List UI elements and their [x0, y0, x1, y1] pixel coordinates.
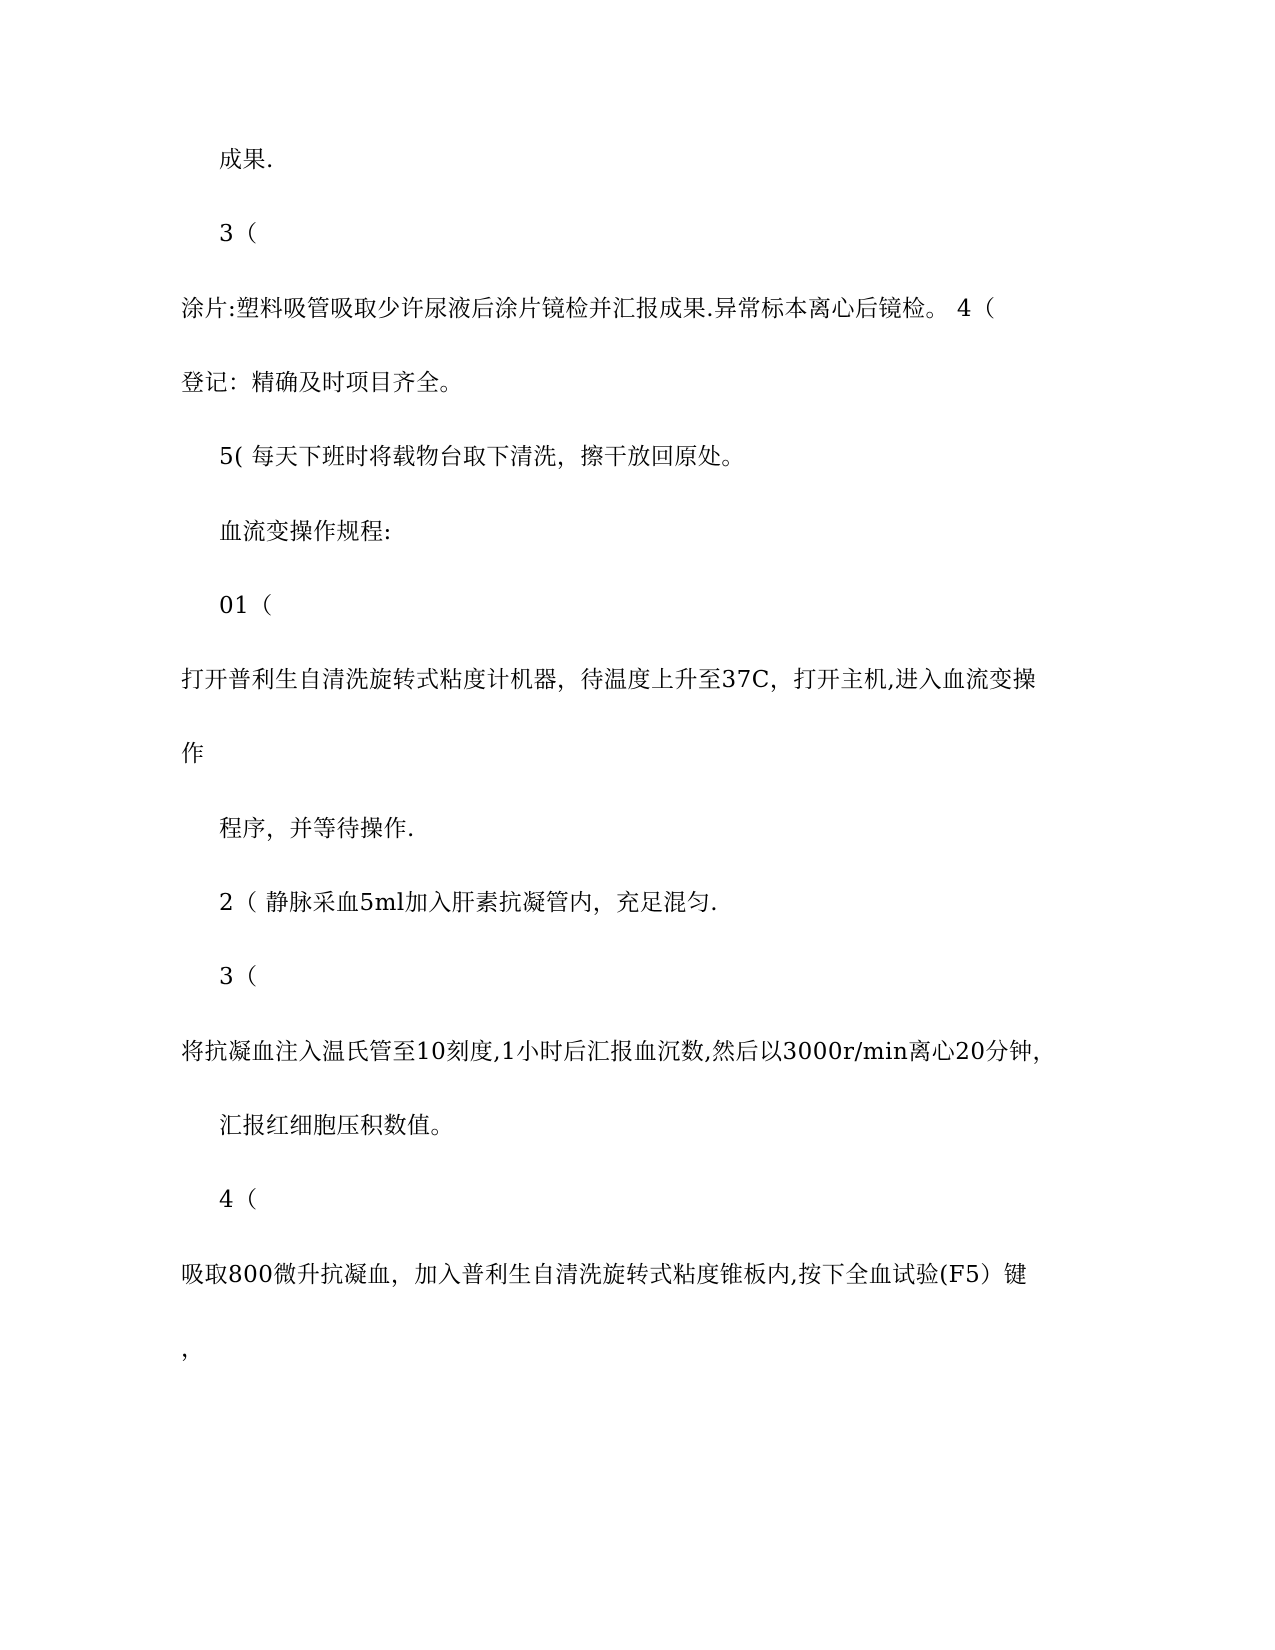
text-line: 成果.	[219, 147, 274, 173]
text-line: 登记：精确及时项目齐全。	[181, 370, 463, 396]
text-line: 作	[181, 741, 205, 767]
text-line: 3（	[219, 964, 258, 990]
text-line: 打开普利生自清洗旋转式粘度计机器，待温度上升至37C，打开主机,进入血流变操	[181, 667, 1037, 693]
section-heading: 血流变操作规程:	[219, 519, 392, 545]
text-line: 程序，并等待操作.	[219, 816, 415, 842]
text-line: 4（	[219, 1187, 258, 1213]
text-line: 吸取800微升抗凝血，加入普利生自清洗旋转式粘度锥板内,按下全血试验(F5）键	[181, 1262, 1028, 1288]
text-line: 汇报红细胞压积数值。	[219, 1113, 454, 1139]
text-line: 3（	[219, 221, 258, 247]
text-line: 2（ 静脉采血5ml加入肝素抗凝管内，充足混匀.	[219, 890, 719, 916]
text-line: ，	[181, 1336, 205, 1362]
text-line: 5( 每天下班时将载物台取下清洗，擦干放回原处。	[219, 444, 745, 470]
text-line: 将抗凝血注入温氏管至10刻度,1小时后汇报血沉数,然后以3000r/min离心20分钟，	[181, 1039, 1057, 1065]
text-line: 涂片:塑料吸管吸取少许尿液后涂片镜检并汇报成果.异常标本离心后镜检。 4（	[181, 296, 996, 322]
text-line: 01（	[219, 593, 273, 619]
